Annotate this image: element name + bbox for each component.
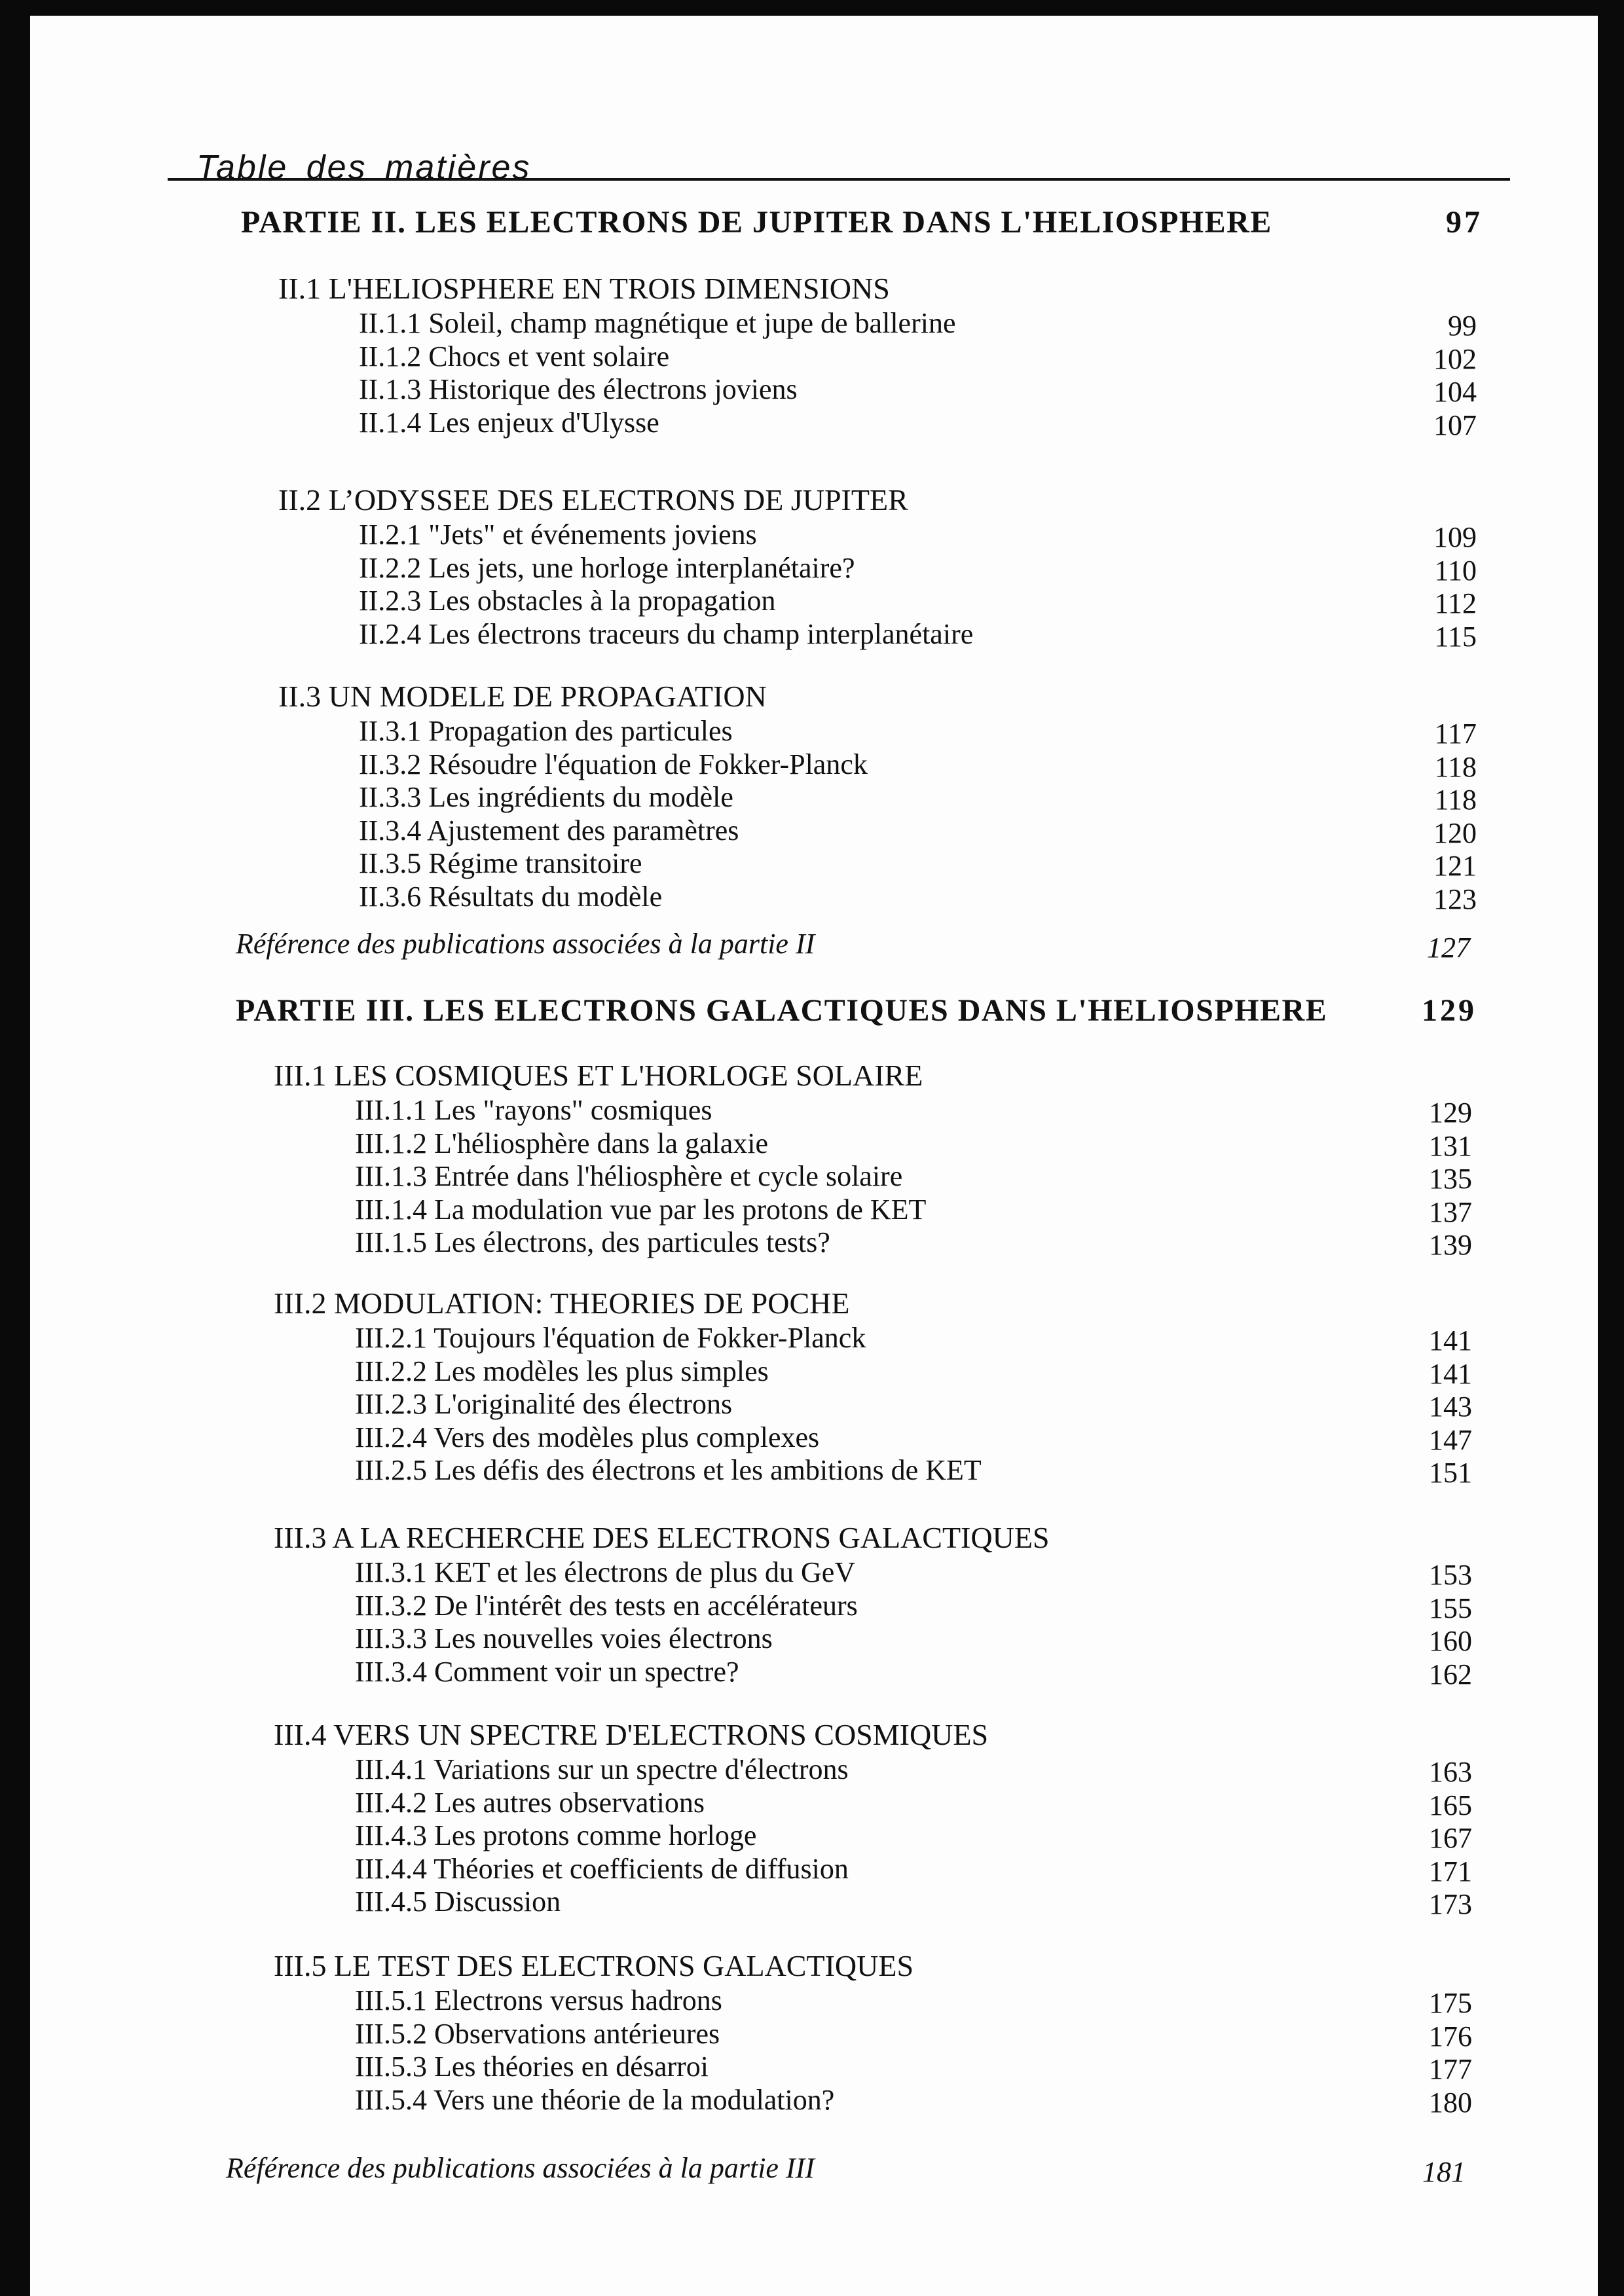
part-title: PARTIE II. LES ELECTRONS DE JUPITER DANS L'HELIOSPHERE: [241, 205, 1272, 240]
toc-entry-page: 177: [1429, 2053, 1472, 2085]
toc-entry-page: 167: [1429, 1822, 1472, 1854]
toc-entry-page: 118: [1434, 784, 1477, 816]
toc-entry-page: 115: [1434, 620, 1477, 653]
toc-entry-label: III.1.2 L'héliosphère dans la galaxie: [355, 1127, 769, 1159]
toc-entry-label: III.2.1 Toujours l'équation de Fokker-Planck: [355, 1322, 866, 1354]
toc-entry-label: II.3.3 Les ingrédients du modèle: [359, 781, 733, 813]
reference-entry-page: 127: [1427, 932, 1470, 964]
toc-entry-label: II.3.5 Régime transitoire: [359, 847, 642, 879]
toc-entry-label: III.3.1 KET et les électrons de plus du GeV: [355, 1556, 856, 1588]
toc-entry-label: II.3.1 Propagation des particules: [359, 715, 733, 747]
toc-entry-label: III.4.4 Théories et coefficients de diffusion: [355, 1852, 849, 1885]
toc-entry-label: II.2.2 Les jets, une horloge interplanétaire?: [359, 551, 855, 584]
toc-entry-label: III.5.4 Vers une théorie de la modulation?: [355, 2083, 835, 2116]
toc-entry-page: 109: [1433, 521, 1477, 553]
toc-entry-label: III.4.2 Les autres observations: [355, 1786, 705, 1819]
toc-entry-label: III.4.3 Les protons comme horloge: [355, 1819, 757, 1851]
toc-entry-page: 117: [1434, 718, 1477, 750]
toc-entry-page: 180: [1429, 2086, 1472, 2119]
toc-entry-page: 104: [1433, 376, 1477, 408]
toc-entry-label: III.3.3 Les nouvelles voies électrons: [355, 1622, 773, 1654]
toc-entry-page: 143: [1429, 1391, 1472, 1423]
toc-entry-page: 107: [1433, 409, 1477, 441]
toc-entry-label: III.1.3 Entrée dans l'héliosphère et cycle solaire: [355, 1160, 903, 1192]
toc-entry-page: 118: [1434, 750, 1477, 783]
page-title: Table des matières: [196, 149, 532, 187]
toc-entry-page: 139: [1429, 1229, 1472, 1261]
toc-entry-page: 120: [1433, 816, 1477, 849]
toc-entry-label: II.1.4 Les enjeux d'Ulysse: [359, 406, 659, 439]
toc-entry-label: III.2.4 Vers des modèles plus complexes: [355, 1421, 820, 1453]
toc-entry-label: II.3.2 Résoudre l'équation de Fokker-Planck: [359, 748, 868, 780]
toc-entry-page: 173: [1429, 1888, 1472, 1920]
toc-entry-page: 153: [1429, 1559, 1472, 1591]
toc-entry-page: 165: [1429, 1789, 1472, 1821]
toc-entry-label: II.1.2 Chocs et vent solaire: [359, 340, 670, 373]
toc-entry-page: 112: [1434, 587, 1477, 619]
toc-entry-page: 155: [1429, 1592, 1472, 1624]
toc-entry-label: III.5.3 Les théories en désarroi: [355, 2050, 709, 2083]
toc-entry-label: III.2.5 Les défis des électrons et les ambitions de KET: [355, 1454, 982, 1486]
toc-entry-label: II.2.4 Les électrons traceurs du champ interplanétaire: [359, 617, 974, 650]
toc-entry-page: 131: [1429, 1129, 1472, 1162]
toc-entry-label: III.1.5 Les électrons, des particules tests?: [355, 1226, 830, 1258]
reference-entry-label: Référence des publications associées à la partie III: [226, 2152, 815, 2184]
document-page: [30, 16, 1598, 2296]
toc-entry-page: 129: [1429, 1097, 1472, 1129]
toc-entry-page: 110: [1434, 554, 1477, 587]
toc-entry-page: 141: [1429, 1357, 1472, 1390]
toc-entry-page: 99: [1448, 310, 1477, 342]
toc-entry-label: III.3.2 De l'intérêt des tests en accélérateurs: [355, 1589, 858, 1622]
toc-entry-page: 135: [1429, 1163, 1472, 1195]
section-title: III.5 LE TEST DES ELECTRONS GALACTIQUES: [274, 1949, 914, 1982]
toc-entry-page: 160: [1429, 1625, 1472, 1657]
toc-entry-label: III.2.3 L'originalité des électrons: [355, 1388, 733, 1420]
section-title: II.3 UN MODELE DE PROPAGATION: [278, 680, 767, 713]
part-page-number: 97: [1446, 205, 1483, 240]
toc-entry-page: 176: [1429, 2020, 1472, 2052]
toc-entry-label: II.2.3 Les obstacles à la propagation: [359, 585, 776, 617]
part-page-number: 129: [1422, 993, 1477, 1028]
toc-entry-page: 175: [1429, 1987, 1472, 2019]
toc-entry-label: III.5.1 Electrons versus hadrons: [355, 1984, 722, 2016]
part-title: PARTIE III. LES ELECTRONS GALACTIQUES DANS L'HELIOSPHERE: [236, 993, 1328, 1028]
toc-entry-page: 141: [1429, 1324, 1472, 1357]
toc-entry-page: 163: [1429, 1756, 1472, 1788]
section-title: III.2 MODULATION: THEORIES DE POCHE: [274, 1286, 850, 1320]
section-title: III.4 VERS UN SPECTRE D'ELECTRONS COSMIQUES: [274, 1718, 989, 1751]
toc-entry-label: II.3.6 Résultats du modèle: [359, 880, 663, 913]
toc-entry-label: III.1.1 Les "rayons" cosmiques: [355, 1094, 712, 1126]
section-title: II.1 L'HELIOSPHERE EN TROIS DIMENSIONS: [278, 272, 890, 305]
section-title: III.3 A LA RECHERCHE DES ELECTRONS GALACTIQUES: [274, 1521, 1050, 1554]
toc-entry-label: III.2.2 Les modèles les plus simples: [355, 1355, 769, 1387]
toc-entry-label: III.4.1 Variations sur un spectre d'électrons: [355, 1753, 849, 1785]
toc-entry-label: II.3.4 Ajustement des paramètres: [359, 814, 739, 847]
toc-entry-page: 123: [1433, 883, 1477, 915]
page-header: [168, 127, 1510, 187]
toc-entry-page: 151: [1429, 1457, 1472, 1489]
toc-entry-label: II.1.1 Soleil, champ magnétique et jupe de ballerine: [359, 307, 956, 339]
section-title: III.1 LES COSMIQUES ET L'HORLOGE SOLAIRE: [274, 1059, 923, 1092]
toc-entry-label: II.1.3 Historique des électrons joviens: [359, 373, 798, 405]
toc-entry-page: 171: [1429, 1855, 1472, 1887]
reference-entry-page: 181: [1422, 2156, 1466, 2188]
toc-entry-page: 147: [1429, 1423, 1472, 1456]
toc-entry-label: III.1.4 La modulation vue par les protons de KET: [355, 1193, 927, 1226]
toc-entry-label: II.2.1 "Jets" et événements joviens: [359, 519, 757, 551]
section-title: II.2 L’ODYSSEE DES ELECTRONS DE JUPITER: [278, 483, 908, 517]
toc-entry-label: III.3.4 Comment voir un spectre?: [355, 1655, 739, 1688]
toc-entry-label: III.4.5 Discussion: [355, 1886, 561, 1918]
toc-entry-label: III.5.2 Observations antérieures: [355, 2017, 720, 2050]
toc-entry-page: 162: [1429, 1658, 1472, 1690]
toc-entry-page: 102: [1433, 342, 1477, 375]
toc-entry-page: 121: [1433, 850, 1477, 882]
toc-entry-page: 137: [1429, 1195, 1472, 1228]
reference-entry-label: Référence des publications associées à la partie II: [236, 928, 815, 960]
